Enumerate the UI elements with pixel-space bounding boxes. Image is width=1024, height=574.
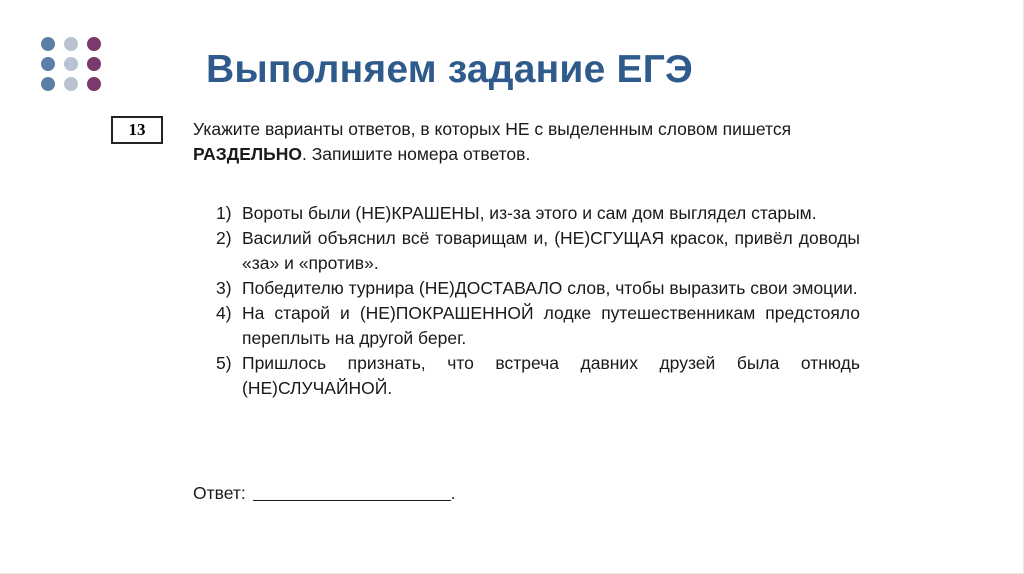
task-instruction	[193, 117, 863, 167]
option-number: 2)	[216, 228, 232, 248]
option-text: Вороты были (НЕ)КРАШЕНЫ, из-за этого и сам дом выглядел старым.	[242, 203, 817, 223]
instruction-line-2	[193, 142, 863, 167]
instruction-line-1: Укажите варианты ответов, в которых НЕ с выделенным словом пишется	[193, 119, 792, 139]
decor-dot	[87, 37, 101, 51]
list-item	[216, 351, 860, 401]
decor-dot	[41, 57, 55, 71]
option-number: 3)	[216, 278, 232, 298]
option-number: 1)	[216, 203, 232, 223]
decor-dot	[41, 77, 55, 91]
task-number-box: 13	[111, 116, 163, 144]
page-title: Выполняем задание ЕГЭ	[206, 48, 693, 91]
instruction-rest: . Запишите номера ответов.	[301, 144, 531, 164]
list-item	[216, 276, 860, 301]
option-number: 5)	[216, 353, 232, 373]
decor-dot	[64, 57, 78, 71]
instruction-emphasis: РАЗДЕЛЬНО	[193, 144, 302, 164]
option-text: Победителю турнира (НЕ)ДОСТАВАЛО слов, чтобы выразить свои эмоции.	[242, 278, 858, 298]
decor-dot	[41, 37, 55, 51]
option-number: 4)	[216, 303, 232, 323]
answer-field	[193, 480, 456, 506]
option-text: На старой и (НЕ)ПОКРАШЕННОЙ лодке путешественникам предстояло переплыть на другой берег.	[242, 303, 860, 348]
list-item	[216, 201, 860, 226]
decor-dot	[64, 77, 78, 91]
decor-dot	[87, 57, 101, 71]
decor-dot	[87, 77, 101, 91]
answer-label: Ответ:	[193, 483, 246, 503]
decor-dot	[64, 37, 78, 51]
answer-options-list	[216, 201, 860, 401]
option-text: Пришлось признать, что встреча давних друзей была отнюдь (НЕ)СЛУЧАЙНОЙ.	[242, 353, 860, 398]
list-item	[216, 301, 860, 351]
decorative-dot-grid	[41, 37, 105, 93]
answer-blank-line	[253, 480, 451, 501]
option-text: Василий объяснил всё товарищам и, (НЕ)СГУЩАЯ красок, привёл доводы «за» и «против».	[242, 228, 860, 273]
list-item	[216, 226, 860, 276]
answer-end: .	[450, 483, 456, 503]
